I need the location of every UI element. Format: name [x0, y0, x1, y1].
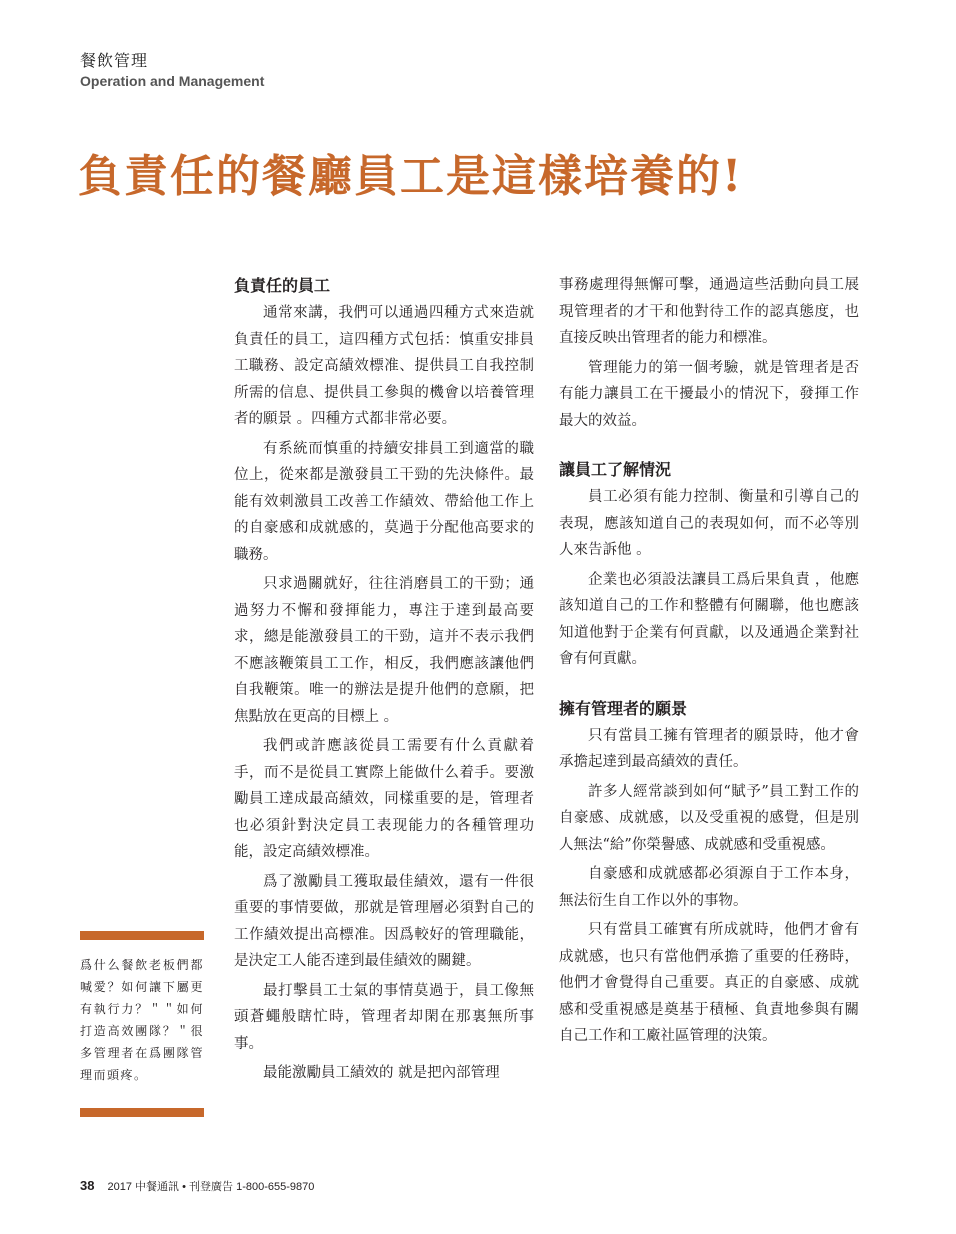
sidebar-bottom-rule	[80, 1108, 204, 1117]
heading-manager-vision: 擁有管理者的願景	[559, 698, 688, 718]
sidebar-top-rule	[80, 931, 204, 940]
heading-keep-informed: 讓員工了解情況	[559, 460, 672, 479]
paragraph: 只有當員工擁有管理者的願景時，他才會承擔起達到最高績效的責任。	[559, 727, 859, 770]
paragraph: 通常來講，我們可以通過四種方式來造就負責任的員工，這四種方式包括：慎重安排員工職務、設定高績效標准、提供員工自我控制所需的信息、提供員工參與的機會以培養管理者的願景 。四種方式都非常必要。	[234, 305, 534, 427]
right-column	[559, 272, 859, 1053]
paragraph: 有系統而慎重的持續安排員工到適當的職位上，從來都是激發員工干勁的先決條件。最能有效刺激員工改善工作績效、帶給他工作上的自豪感和成就感的，莫過于分配他高要求的職務。	[234, 440, 534, 563]
section-label-zh: 餐飲管理	[80, 51, 149, 70]
paragraph: 最能激勵員工績效的 就是把內部管理	[263, 1065, 500, 1081]
page-footer	[80, 1178, 314, 1194]
paragraph: 爲了激勵員工獲取最佳績效，還有一件很重要的事情要做，那就是管理層必須對自己的工作績效提出高標准。因爲較好的管理職能，是決定工人能否達到最佳績效的關鍵。	[234, 873, 534, 969]
section-label-en: Operation and Management	[80, 73, 265, 89]
paragraph: 企業也必須設法讓員工爲后果負責 ，他應該知道自己的工作和整體有何關聯，他也應該知道他對于企業有何貢獻，以及通過企業對社會有何貢獻。	[559, 571, 859, 667]
paragraph: 自豪感和成就感都必須源自于工作本身，無法衍生自工作以外的事物。	[559, 866, 859, 909]
footer-text: 2017 中餐通訊 • 刊登廣告 1-800-655-9870	[107, 1181, 315, 1193]
paragraph: 最打擊員工士氣的事情莫過于，員工像無頭蒼蠅般瞎忙時，管理者却閑在那裏無所事事。	[234, 982, 534, 1052]
paragraph: 員工必須有能力控制、衡量和引導自己的表現，應該知道自己的表現如何，而不必等別人來告訴他 。	[559, 489, 859, 558]
sidebar-pull-quote: 爲什么餐飲老板們都喊愛？如何讓下屬更有執行力？＂＂如何打造高效團隊？＂很多管理者在爲團隊管理而頭疼。	[80, 958, 204, 1082]
paragraph-continuation: 事務處理得無懈可擊，通過這些活動向員工展現管理者的才干和他對待工作的認真態度，也直接反映出管理者的能力和標准。	[559, 277, 859, 346]
heading-responsible-employees: 負責任的員工	[234, 276, 331, 295]
paragraph: 管理能力的第一個考驗，就是管理者是否有能力讓員工在干擾最小的情況下，發揮工作最大的效益。	[559, 359, 859, 429]
page-number: 38	[80, 1178, 95, 1193]
article-title: 負責任的餐廳員工是這樣培養的!	[78, 151, 744, 202]
paragraph: 只有當員工確實有所成就時，他們才會有成就感，也只有當他們承擔了重要的任務時，他們才會覺得自己重要。真正的自豪感、成就感和受重視感是奠基于積極、負責地參與有關自己工作和工廠社區管理的決策。	[559, 922, 859, 1044]
paragraph: 許多人經常談到如何“賦予”員工對工作的自豪感、成就感，以及受重視的感覺，但是別人無法“給”你榮譽感、成就感和受重視感。	[559, 783, 859, 853]
paragraph: 我們或許應該從員工需要有什么貢獻着手，而不是從員工實際上能做什么着手。要激勵員工達成最高績效，同樣重要的是，管理者也必須針對決定員工表现能力的各種管理功能，設定高績效標准。	[234, 738, 534, 860]
paragraph: 只求過關就好，往往消磨員工的干勁；通過努力不懈和發揮能力，專注于達到最高要求，總是能激發員工的干勁，這并不表示我們不應該鞭策員工工作，相反，我們應該讓他們自我鞭策。唯一的辦法是提升他們的意願，把焦點放在更高的目標上 。	[234, 576, 534, 725]
left-column	[234, 272, 534, 1090]
